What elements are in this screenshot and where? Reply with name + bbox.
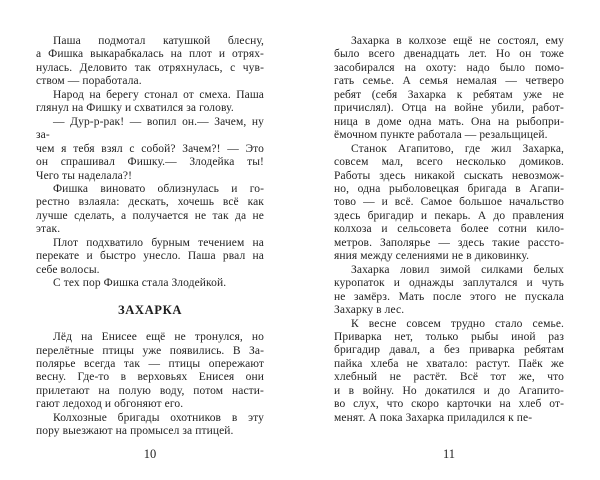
text-line: тово — и всё. Самое большое начальство	[334, 196, 564, 209]
text-line: С тех пор Фишка стала Злодейкой.	[53, 277, 227, 290]
text-line: полярье всегда так — птицы опережают	[36, 357, 264, 370]
text-line: перекате и быстро унесло. Паша рвал на	[36, 250, 264, 263]
page-number-right: 11	[442, 447, 456, 461]
text-line: Паша подмотал катушкой блесну,	[53, 35, 264, 47]
text-line: Работы здесь никакой сыскать невозмож-	[334, 169, 564, 182]
text-line: было всего двенадцать лет. Но он тоже	[334, 48, 564, 61]
text-line: Чего ты наделала?!	[36, 169, 132, 182]
text-line: прилетают на полую воду, потом насти-	[36, 384, 264, 397]
text-line: К весне совсем трудно стало семье.	[351, 317, 564, 330]
text-line: бригадир давал, а без приварка ребятам	[334, 344, 564, 357]
text-line: хлебный не растёт. Всё тот же, что	[334, 371, 564, 384]
paragraph	[36, 331, 264, 412]
text-line: колхоза и сельсовета более сотни кило-	[334, 223, 564, 236]
text-line: пайка хлеба не хватало: растут. Паёк же	[334, 357, 564, 370]
paragraph	[334, 318, 564, 426]
text-line: пору выезжают на промысел за птицей.	[36, 425, 234, 438]
text-line: метров. Заполярье — здесь такие рассто-	[334, 236, 564, 249]
text-line: менят. А пока Захарка приладился к пе-	[334, 411, 533, 424]
paragraph	[36, 35, 264, 89]
text-line: он спрашивал Фишку.— Злодейка ты!	[36, 156, 264, 169]
paragraph	[36, 183, 264, 237]
chapter-heading: ЗАХАРКА	[117, 302, 183, 317]
text-line: засобирался на охоту: надо было помо-	[334, 61, 564, 74]
text-line: яния между селениями не в диковинку.	[334, 250, 530, 263]
text-line: Лёд на Енисее ещё не тронулся, но	[53, 331, 264, 344]
text-line: ёмочном пункте работала — резальщицей.	[334, 129, 548, 142]
text-line: куропаток и однажды заплутался и чуть	[334, 277, 564, 290]
text-line: и в войну. Но докатился и до Агапито-	[334, 384, 564, 397]
paragraph	[36, 237, 264, 277]
text-line: Приварка нет, только рыбы иной раз	[334, 330, 564, 343]
paragraph	[36, 277, 264, 290]
text-line: глянул на Фишку и схватился за голову.	[36, 102, 234, 115]
text-line: Захарка в колхозе ещё не состоял, ему	[351, 35, 564, 47]
page-number-left: 10	[143, 447, 157, 461]
text-line: этак.	[36, 223, 61, 236]
paragraph	[334, 264, 564, 318]
paragraph	[36, 412, 264, 439]
paragraph	[36, 89, 264, 116]
text-line: Плот подхватило бурным течением на	[53, 236, 264, 249]
text-line: а Фишка выкарабкалась на плот и отрях-	[36, 48, 264, 61]
text-line: причислял). Отца на войне убили, работ-	[334, 102, 564, 115]
page-left-text	[36, 35, 264, 439]
text-line: Фишка виновато облизнулась и го-	[53, 182, 264, 195]
text-line: во слух, что скоро карточки на хлеб от-	[334, 398, 564, 411]
text-line: Станок Агапитово, где жил Захарка,	[351, 142, 564, 155]
text-line: — Дур-р-рак! — вопил он.— Зачем, ну за-	[36, 115, 264, 142]
text-line: Народ на берегу стонал от смеха. Паша	[53, 88, 264, 101]
text-line: Захарка ловил зимой силками белых	[351, 263, 564, 276]
paragraph	[334, 35, 564, 143]
text-line: себе волосы.	[36, 263, 100, 276]
text-line: чем я тебя взял с собой? Зачем?! — Это	[36, 142, 264, 155]
paragraph	[36, 116, 264, 183]
text-line: но, одна рыболовецкая бригада в Агапи-	[334, 182, 564, 195]
paragraph	[334, 143, 564, 264]
text-line: ница в доме одна мать. Она на рыбопри-	[334, 115, 564, 128]
text-line: гать семье. А семья немалая — четверо	[334, 75, 564, 88]
page-right	[334, 35, 564, 475]
page-left	[36, 35, 264, 475]
page-right-text	[334, 35, 564, 425]
text-line: весну. Где-то в верховьях Енисея они	[36, 371, 264, 384]
text-line: перелётные птицы уже появились. В За-	[36, 344, 264, 357]
text-line: здесь бригадир и пекарь. А до правления	[334, 209, 564, 222]
text-line: не замёрз. Мать после этого не пускала	[334, 290, 564, 303]
text-line: ребят (себя Захарка к ребятам уже не	[334, 88, 564, 101]
text-line: лучше сделать, а получается не так да не	[36, 209, 264, 222]
text-line: ством — поработала.	[36, 75, 142, 88]
text-line: рестно взлаяла: дескать, хочешь всё как	[36, 196, 264, 209]
text-line: нулась. Деловито так отряхнулась, с чув-	[36, 61, 264, 74]
text-line: Захарку в лес.	[334, 304, 405, 317]
text-line: гают ледоход и обгоняют его.	[36, 398, 184, 411]
text-line: Колхозные бригады охотников в эту	[53, 411, 264, 424]
text-line: совсем мал, всего несколько домиков.	[334, 156, 564, 169]
